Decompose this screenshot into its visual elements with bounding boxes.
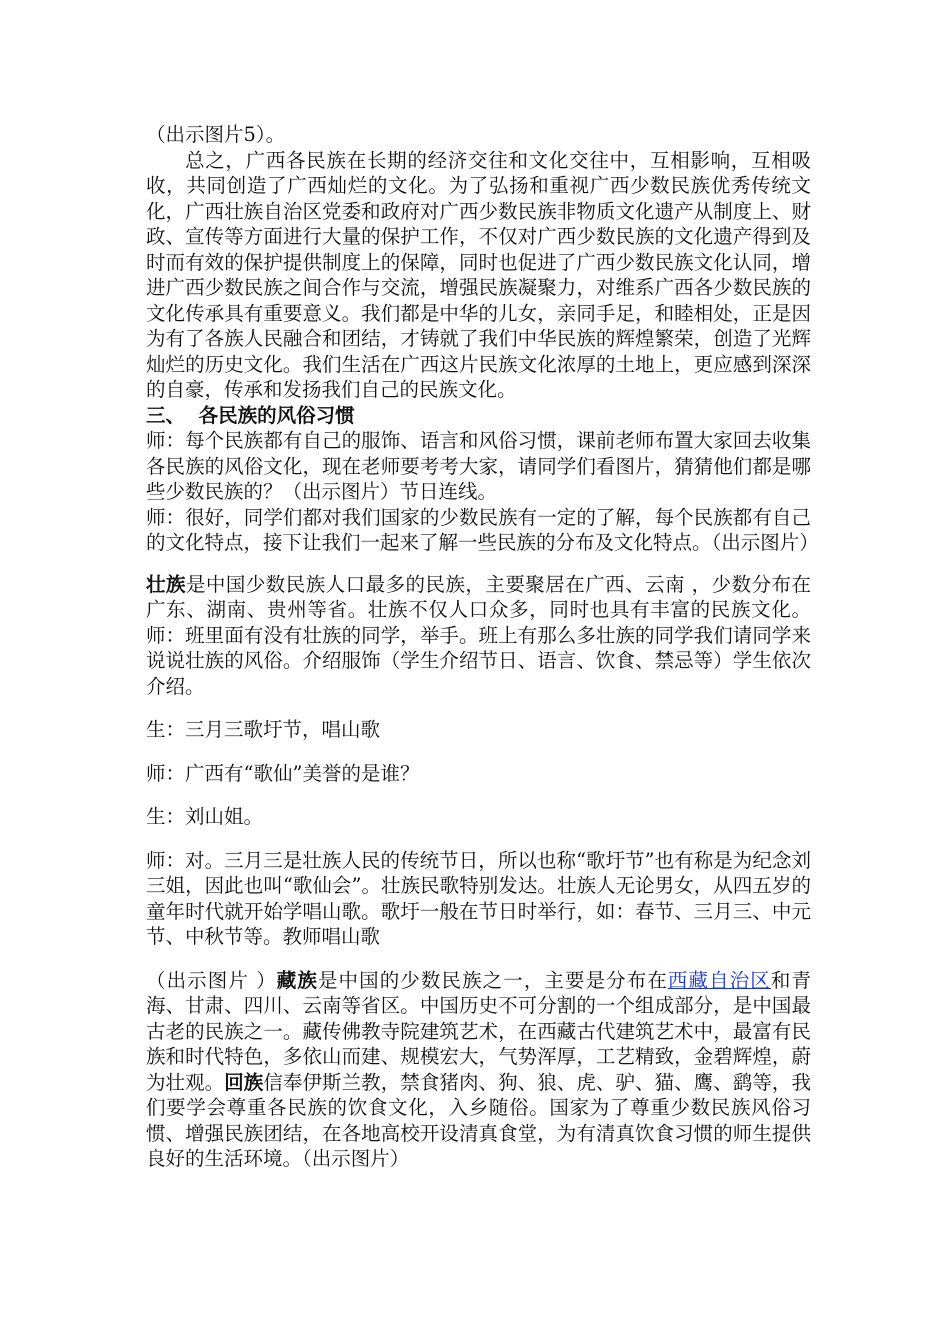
- paragraph-teacher-intro: 师：每个民族都有自己的服饰、语言和风俗习惯，课前老师布置大家回去收集各民族的风俗文化，现在老师要考考大家，请同学们看图片，猜猜他们都是哪些少数民族的？（出示图片）节日连线。: [146, 429, 811, 503]
- term-zhuang: 壮族: [146, 572, 186, 596]
- paragraph-zhuang: [146, 572, 811, 700]
- paragraph-show-image-5: （出示图片5）。: [146, 123, 286, 146]
- zhuang-description: 是中国少数民族人口最多的民族，主要聚居在广西、云南 ，少数分布在广东、湖南、贵州等省。壮族不仅人口众多，同时也具有丰富的民族文化。师：班里面有没有壮族的同学，举手。班上有那么多壮族的同学我们请同学来说说壮族的风俗。介绍服饰（学生介绍节日、语言、饮食、禁忌等）学生依次介绍。: [146, 572, 811, 698]
- paragraph-sanyuesan: 师：对。三月三是壮族人民的传统节日，所以也称“歌圩节”也有称是为纪念刘三姐，因此也叫“歌仙会”。壮族民歌特别发达。壮族人无论男女，从四五岁的童年时代就开始学唱山歌。歌圩一般在节日时举行，如：春节、三月三、中元节、中秋节等。教师唱山歌: [146, 848, 811, 948]
- section-heading-customs: 三、 各民族的风俗习惯: [146, 403, 355, 427]
- paragraph-summary: 总之，广西各民族在长期的经济交往和文化交往中，互相影响，互相吸收，共同创造了广西灿烂的文化。为了弘扬和重视广西少数民族优秀传统文化，广西壮族自治区党委和政府对广西少数民族非物质文化遗产从制度上、财政、宣传等方面进行大量的保护工作，不仅对广西少数民族的文化遗产得到及时而有效的保护提供制度上的保障，同时也促进了广西少数民族文化认同，增进广西少数民族之间合作与交流，增强民族凝聚力，对维系广西各少数民族的文化传承具有重要意义。我们都是中华的儿女，亲同手足，和睦相处，正是因为有了各族人民融合和团结，才铸就了我们中华民族的辉煌繁荣，创造了光辉灿烂的历史文化。我们生活在广西这片民族文化浓厚的土地上，更应感到深深的自豪，传承和发扬我们自己的民族文化。: [146, 148, 811, 401]
- show-image-note: （出示图片 ）: [146, 968, 277, 992]
- paragraph-student-answer-1: 生：三月三歌圩节，唱山歌: [146, 718, 381, 741]
- paragraph-teacher-question: 师：广西有“歌仙”美誉的是谁？: [146, 761, 420, 785]
- document-body: [146, 122, 819, 1172]
- paragraph-tibetan-hui: [146, 968, 811, 1172]
- paragraph-student-answer-2: 生：刘山姐。: [146, 805, 264, 828]
- term-hui: 回族: [224, 1070, 264, 1094]
- hui-description: 信奉伊斯兰教，禁食猪肉、狗、狼、虎、驴、猫、鹰、鹞等，我们要学会尊重各民族的饮食文化，入乡随俗。国家为了尊重少数民族风俗习惯、增强民族团结，在各地高校开设清真食堂，为有清真饮食习惯的师生提供良好的生活环境。（出示图片）: [146, 1070, 811, 1170]
- term-tibetan: 藏族: [276, 968, 318, 992]
- tibetan-description-b: 和青海、甘肃、四川、云南等省区。中国历史不可分割的一个组成部分，是中国最古老的民族之一。藏传佛教寺院建筑艺术，在西藏古代建筑艺术中，最富有民族和时代特色，多依山而建、规模宏大，气势浑厚，工艺精致，金碧辉煌，蔚为壮观。: [146, 968, 811, 1094]
- paragraph-teacher-followup: 师：很好，同学们都对我们国家的少数民族有一定的了解，每个民族都有自己的文化特点，接下让我们一起来了解一些民族的分布及文化特点。（出示图片）: [146, 505, 819, 554]
- tibet-autonomous-region-link[interactable]: 西藏自治区: [667, 968, 771, 992]
- tibetan-description-a: 是中国的少数民族之一，主要是分布在: [317, 968, 668, 992]
